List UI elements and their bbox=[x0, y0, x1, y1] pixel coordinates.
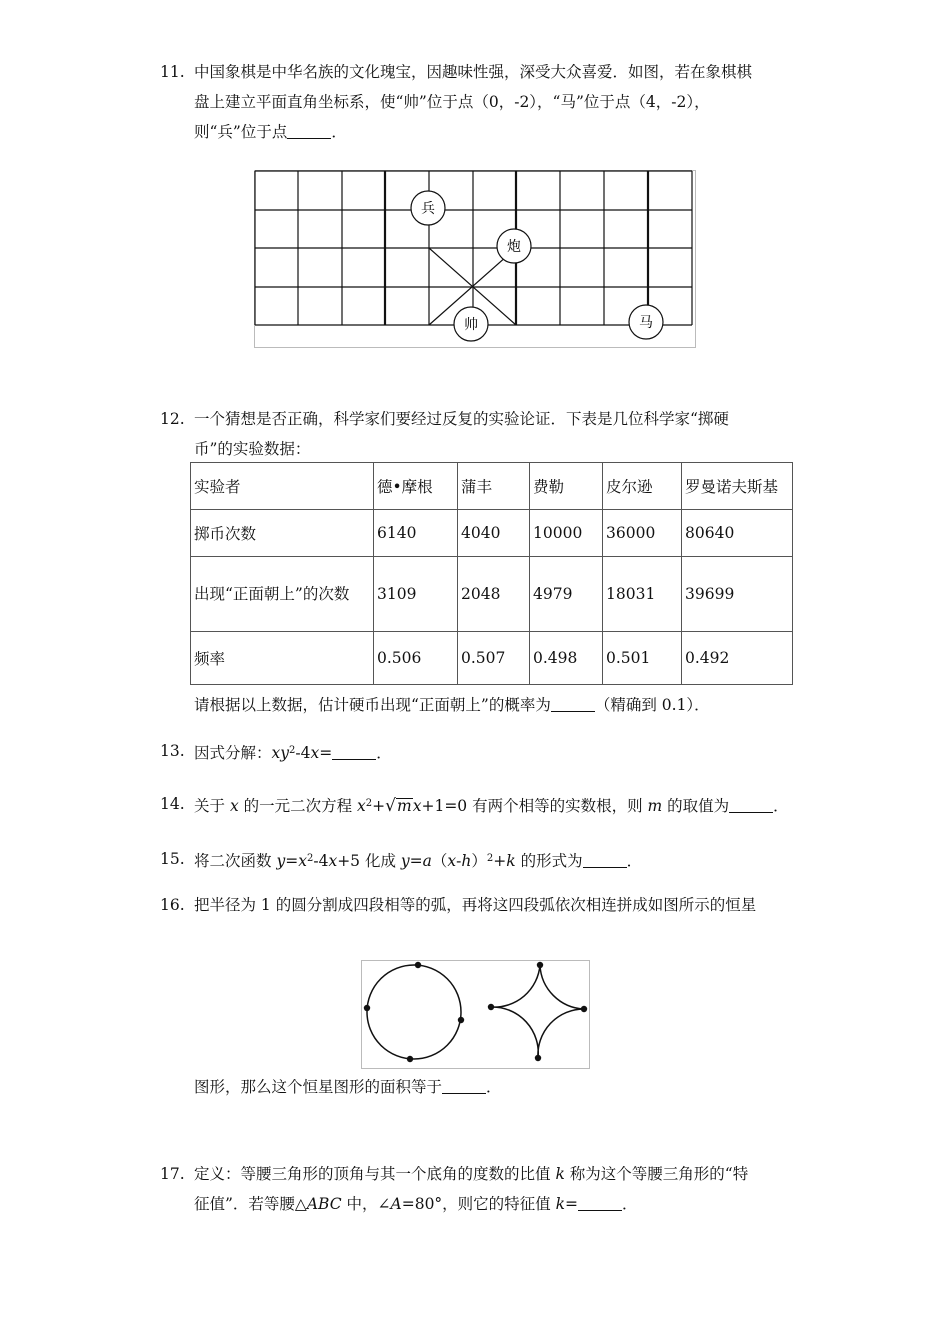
star-shape bbox=[488, 962, 587, 1061]
text-run: 征值”．若等腰△ bbox=[194, 1195, 307, 1213]
table-cell: 80640 bbox=[682, 510, 793, 557]
text-run: = bbox=[319, 744, 333, 762]
piece-label: 兵 bbox=[421, 201, 435, 217]
table-row bbox=[191, 510, 793, 557]
piece-label: 马 bbox=[639, 315, 653, 331]
text-run: 称为这个等腰三角形的“特 bbox=[564, 1165, 749, 1183]
question-17 bbox=[160, 1159, 810, 1219]
answer-blank[interactable] bbox=[332, 743, 376, 760]
table-cell: 0.492 bbox=[682, 632, 793, 685]
question-11 bbox=[160, 57, 810, 147]
answer-blank[interactable] bbox=[583, 851, 627, 868]
table-cell: 39699 bbox=[682, 557, 793, 632]
math-var: x bbox=[412, 797, 422, 815]
piece-ma bbox=[629, 305, 663, 339]
coin-toss-table bbox=[190, 462, 793, 685]
table-cell: 18031 bbox=[603, 557, 682, 632]
table-header-row bbox=[191, 463, 793, 510]
text-run: 图形，那么这个恒星图形的面积等于 bbox=[194, 1078, 443, 1096]
question-15 bbox=[160, 844, 810, 876]
question-text-line: 一个猜想是否正确，科学家们要经过反复的实验论证．下表是几位科学家“掷硬 bbox=[194, 410, 729, 428]
question-text-line: 盘上建立平面直角坐标系，使“帅”位于点（0，-2），“马”位于点（4，-2）， bbox=[194, 93, 710, 111]
text-run: 的一元二次方程 bbox=[238, 797, 358, 815]
math-var: x bbox=[447, 852, 457, 870]
math-var: x bbox=[328, 852, 338, 870]
math-var: m bbox=[647, 797, 663, 815]
math-var: k bbox=[506, 852, 516, 870]
math-var: k bbox=[555, 1165, 565, 1183]
text-run: 中，∠ bbox=[341, 1195, 391, 1213]
table-cell: 6140 bbox=[374, 510, 458, 557]
sqrt-icon: √ bbox=[385, 796, 397, 816]
math-var: m bbox=[397, 797, 412, 815]
question-16-continued bbox=[160, 1072, 810, 1102]
table-row bbox=[191, 557, 793, 632]
question-12 bbox=[160, 404, 810, 464]
piece-label: 炮 bbox=[507, 239, 521, 255]
text-run: 有两个相等的实数根，则 bbox=[467, 797, 648, 815]
question-number: 15. bbox=[160, 850, 185, 868]
piece-shuai bbox=[454, 307, 488, 341]
text-run: +5 化成 bbox=[337, 852, 401, 870]
text-run: 的形式为 bbox=[515, 852, 583, 870]
text-run: + bbox=[372, 797, 386, 815]
table-cell: 实验者 bbox=[191, 463, 374, 510]
math-var: xy bbox=[271, 744, 290, 762]
text-run: -4 bbox=[295, 744, 311, 762]
table-cell: 德•摩根 bbox=[374, 463, 458, 510]
table-cell: 皮尔逊 bbox=[603, 463, 682, 510]
answer-blank[interactable] bbox=[729, 796, 773, 813]
chess-board-figure bbox=[254, 170, 696, 348]
math-exponent: 2 bbox=[306, 853, 314, 864]
math-var: y bbox=[276, 852, 286, 870]
answer-blank[interactable] bbox=[442, 1077, 486, 1094]
text-run: 定义：等腰三角形的顶角与其一个底角的度数的比值 bbox=[194, 1165, 556, 1183]
question-text-line bbox=[194, 1189, 810, 1219]
text-run: + bbox=[493, 852, 507, 870]
table-cell: 0.507 bbox=[458, 632, 530, 685]
text-run: 因式分解： bbox=[194, 744, 272, 762]
table-row bbox=[191, 632, 793, 685]
question-text-line bbox=[194, 117, 810, 147]
question-number: 12. bbox=[160, 410, 185, 428]
text-run: 关于 bbox=[194, 797, 230, 815]
math-var: ABC bbox=[306, 1195, 342, 1213]
question-text-line bbox=[194, 1159, 810, 1189]
question-16 bbox=[160, 890, 810, 920]
text-run: ． bbox=[626, 852, 643, 870]
math-var: x bbox=[357, 797, 366, 815]
piece-pao bbox=[497, 229, 531, 263]
text-run: -4 bbox=[313, 852, 329, 870]
text-run: 的取值为 bbox=[662, 797, 730, 815]
question-number: 13. bbox=[160, 742, 185, 760]
answer-blank[interactable] bbox=[287, 122, 331, 139]
table-cell: 4979 bbox=[530, 557, 603, 632]
text-run: = bbox=[409, 852, 423, 870]
math-var: x bbox=[298, 852, 307, 870]
question-13 bbox=[160, 736, 810, 768]
piece-label: 帅 bbox=[464, 317, 478, 333]
text-run: 则“兵”位于点 bbox=[194, 123, 288, 141]
math-var: x bbox=[229, 797, 239, 815]
table-cell: 4040 bbox=[458, 510, 530, 557]
math-var: y bbox=[400, 852, 410, 870]
answer-blank[interactable] bbox=[578, 1194, 622, 1211]
table-cell: 罗曼诺夫斯基 bbox=[682, 463, 793, 510]
question-number: 17. bbox=[160, 1165, 185, 1183]
table-cell: 0.498 bbox=[530, 632, 603, 685]
text-run: +1=0 bbox=[421, 797, 468, 815]
table-cell: 蒲丰 bbox=[458, 463, 530, 510]
question-number: 11. bbox=[160, 63, 185, 81]
text-run: ． bbox=[486, 1078, 502, 1096]
piece-bing bbox=[411, 191, 445, 225]
text-run: = bbox=[285, 852, 299, 870]
math-var: k bbox=[555, 1195, 566, 1213]
question-number: 16. bbox=[160, 896, 185, 914]
math-var: A bbox=[390, 1195, 402, 1213]
math-exponent: 2 bbox=[289, 745, 296, 756]
question-12-followup bbox=[160, 690, 810, 720]
text-run: （ bbox=[431, 852, 448, 870]
math-var: h bbox=[461, 852, 472, 870]
math-exponent: 2 bbox=[365, 798, 373, 809]
table-cell: 掷币次数 bbox=[191, 510, 374, 557]
answer-blank[interactable] bbox=[551, 695, 595, 712]
table-cell: 36000 bbox=[603, 510, 682, 557]
question-text-line: 币”的实验数据： bbox=[194, 440, 311, 458]
table-cell: 费勒 bbox=[530, 463, 603, 510]
star-figure bbox=[361, 960, 590, 1069]
math-var: a bbox=[422, 852, 432, 870]
table-cell: 3109 bbox=[374, 557, 458, 632]
text-run: = bbox=[565, 1195, 579, 1213]
table-cell: 0.501 bbox=[603, 632, 682, 685]
question-text-line: 中国象棋是中华名族的文化瑰宝，因趣味性强，深受大众喜爱．如图，若在象棋棋 bbox=[194, 63, 753, 81]
table-cell: 2048 bbox=[458, 557, 530, 632]
text-run: （精确到 0.1）． bbox=[594, 696, 710, 714]
math-var: x bbox=[310, 744, 320, 762]
table-cell: 0.506 bbox=[374, 632, 458, 685]
text-run: 将二次函数 bbox=[194, 852, 277, 870]
table-cell: 10000 bbox=[530, 510, 603, 557]
text-run: =80°，则它的特征值 bbox=[401, 1195, 556, 1213]
table-cell: 出现“正面朝上”的次数 bbox=[191, 557, 374, 632]
text-run: - bbox=[456, 852, 462, 870]
question-text-line: 把半径为 1 的圆分割成四段相等的弧，再将这四段弧依次相连拼成如图所示的恒星 bbox=[194, 896, 757, 914]
math-exponent: 2 bbox=[486, 853, 494, 864]
question-number: 14. bbox=[160, 795, 185, 813]
text-run: ． bbox=[331, 123, 347, 141]
text-run: ． bbox=[376, 744, 392, 762]
question-14 bbox=[160, 789, 810, 821]
text-run: 请根据以上数据，估计硬币出现“正面朝上”的概率为 bbox=[194, 696, 551, 714]
text-run: ． bbox=[622, 1195, 638, 1213]
circle-figure bbox=[364, 962, 464, 1062]
text-run: ． bbox=[773, 797, 789, 815]
table-cell: 频率 bbox=[191, 632, 374, 685]
text-run: ） bbox=[471, 852, 487, 870]
